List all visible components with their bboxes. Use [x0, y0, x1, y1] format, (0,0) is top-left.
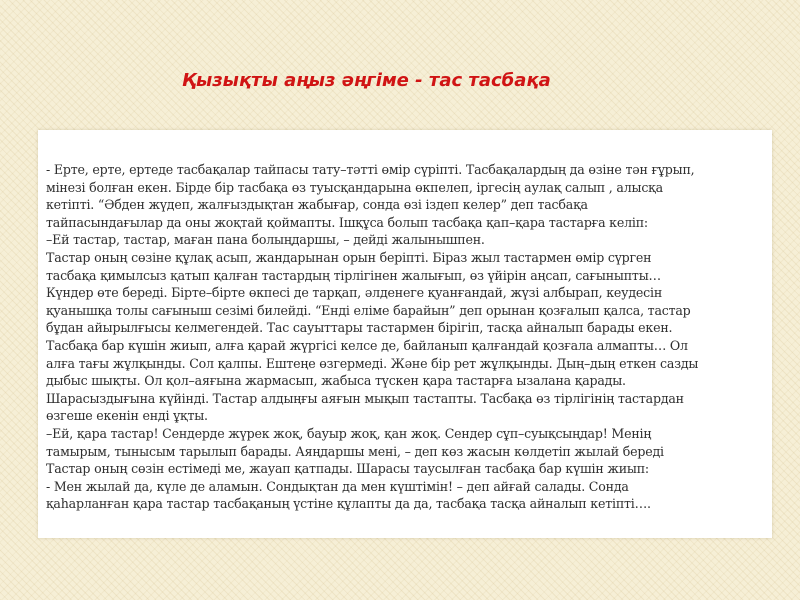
story-line: тамырым, тынысым тарылып барады. Аяңдаршы мені, – деп көз жасын көлдетіп жылай береді [46, 443, 664, 459]
story-line: тайпасындағылар да оны жоқтай қоймапты. Ішқұса болып тасбақа қап–қара тастарға келіп: [46, 214, 648, 230]
story-text-panel [38, 130, 772, 538]
story-line: Күндер өте береді. Бірте–бірте өкпесі де тарқап, әлденеге қуанғандай, жүзі албырап, кеудесін [46, 285, 663, 301]
story-line: Тастар оның сөзін естімеді ме, жауап қатпады. Шарасы таусылған тасбақа бар күшін жиып: [46, 461, 649, 477]
story-line: - Ерте, ерте, ертеде тасбақалар тайпасы тату–тәтті өмір сүріпті. Тасбақалардың да өзіне тән ғұрып, [46, 162, 695, 177]
story-line: - Мен жылай да, күле де аламын. Сондықтан да мен күштімін! – деп айғай салады. Сонда [46, 478, 629, 494]
story-line: қаһарланған қара тастар тасбақаның үстіне құлапты да да, тасбақа тасқа айналып кетіпті…. [46, 496, 651, 512]
story-line: дыбыс шықты. Ол қол–аяғына жармасып, жабыса түскен қара тастарға ызалана қарады. [46, 373, 626, 389]
story-line: мінезі болған екен. Бірде бір тасбақа өз туысқандарына өкпелеп, іргесің аулақ салып , алысқа [46, 179, 663, 195]
story-line: алға тағы жұлқынды. Сол қалпы. Ештеңе өзгермеді. Және бір рет жұлқынды. Дың–дың еткен сазды [46, 355, 699, 371]
story-line: бұдан айырылғысы келмегендей. Тас сауыттары тастармен бірігіп, тасқа айналып барады екен. [46, 320, 673, 336]
story-line: Тастар оның сөзіне құлақ асып, жандарынан орын беріпті. Біраз жыл тастармен өмір сүрген [46, 249, 652, 265]
story-text [46, 161, 766, 513]
story-line: тасбақа қимылсыз қатып қалған тастардың тірлігінен жалығып, өз үйірін аңсап, сағыныпты… [46, 267, 661, 283]
story-line: қуанышқа толы сағыныш сезімі билейді. “Енді еліме барайын” деп орынан қозғалып қалса, тастар [46, 302, 691, 318]
story-line: Шарасыздығына күйінді. Тастар алдыңғы аяғын мықып тастапты. Тасбақа өз тірлігінің тастардан [46, 390, 684, 406]
story-line: –Ей тастар, тастар, маған пана болыңдаршы, – дейді жалынышпен. [46, 232, 485, 248]
story-line: Тасбақа бар күшін жиып, алға қарай жүргісі келсе де, байланып қалғандай қозғала алмапты… Ол [46, 337, 688, 353]
story-line: өзгеше екенін енді ұқты. [46, 408, 208, 424]
story-line: кетіпті. “Әбден жүдеп, жалғыздықтан жабығар, сонда өзі іздеп келер” деп тасбақа [46, 197, 588, 213]
story-line: –Ей, қара тастар! Сендерде жүрек жоқ, бауыр жоқ, қан жоқ. Сендер сұп–суықсыңдар! Менің [46, 425, 652, 441]
slide-title: Қызықты аңыз әңгіме - тас тасбақа [182, 70, 551, 91]
